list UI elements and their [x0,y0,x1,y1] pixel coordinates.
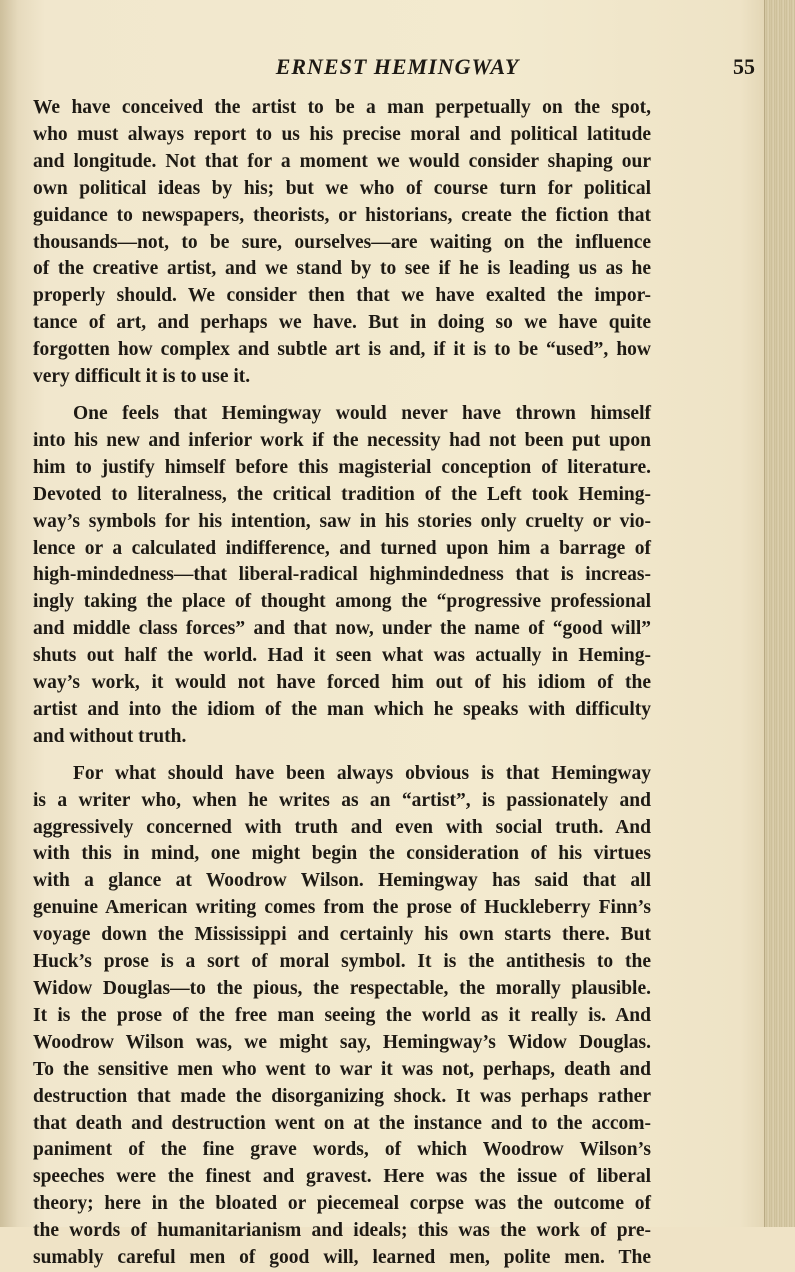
running-title: ERNEST HEMINGWAY [275,54,520,79]
text-line: artist and into the idiom of the man which he speaks with difficulty [33,698,651,720]
page-number: 55 [733,54,755,79]
text-line: him to justify himself before this magisterial conception of literature. [33,456,651,478]
text-line: lence or a calculated indifference, and turned upon him a barrage of [33,537,651,559]
text-line: Devoted to literalness, the critical tradition of the Left took Heming- [33,483,651,505]
text-line: who must always report to us his precise moral and political latitude [33,123,651,145]
text-line: is a writer who, when he writes as an “artist”, is passionately and [33,789,651,811]
text-line: One feels that Hemingway would never have thrown himself [73,402,651,424]
text-line: high-mindedness—that liberal-radical highmindedness that is increas- [33,564,651,586]
text-line: with a glance at Woodrow Wilson. Hemingway has said that all [33,870,651,892]
paragraph-2 [33,401,651,751]
text-line: Huck’s prose is a sort of moral symbol. It is the antithesis to the [33,951,651,973]
text-line: aggressively concerned with truth and even with social truth. And [33,816,651,838]
text-line: and without truth. [33,725,187,747]
text-line: genuine American writing comes from the prose of Huckleberry Finn’s [33,897,651,919]
text-line: and middle class forces” and that now, under the name of “good will” [33,618,651,640]
text-line: the words of humanitarianism and ideals; this was the work of pre- [33,1220,651,1242]
paragraph-1 [33,95,651,391]
text-line: properly should. We consider then that we have exalted the impor- [33,285,651,307]
text-line: speeches were the finest and gravest. Here was the issue of liberal [33,1166,651,1188]
text-line: destruction that made the disorganizing shock. It was perhaps rather [33,1085,651,1107]
text-line: For what should have been always obvious is that Hemingway [73,762,651,784]
text-line: Widow Douglas—to the pious, the respectable, the morally plausible. [33,978,651,999]
text-line: Woodrow Wilson was, we might say, Hemingway’s Widow Douglas. [33,1031,651,1053]
text-line: guidance to newspapers, theorists, or historians, create the fiction that [33,204,651,226]
text-line: It is the prose of the free man seeing the world as it really is. And [33,1004,651,1026]
text-line: very difficult it is to use it. [33,366,251,388]
text-line: sumably careful men of good will, learned men, polite men. The [33,1247,651,1269]
text-line: way’s symbols for his intention, saw in his stories only cruelty or vio- [33,510,651,532]
text-line: shuts out half the world. Had it seen what was actually in Heming- [33,645,651,667]
text-line: theory; here in the bloated or piecemeal corpse was the outcome of [33,1193,651,1215]
text-line: with this in mind, one might begin the consideration of his virtues [33,843,651,865]
text-line: tance of art, and perhaps we have. But in doing so we have quite [33,312,651,334]
text-line: of the creative artist, and we stand by to see if he is leading us as he [33,258,651,280]
text-line: voyage down the Mississippi and certainly his own starts there. But [33,924,651,946]
text-line: way’s work, it would not have forced him out of his idiom of the [33,672,651,694]
paragraph-3 [33,761,651,1272]
text-line: We have conceived the artist to be a man perpetually on the spot, [33,97,651,118]
text-line: own political ideas by his; but we who of course turn for political [33,177,651,199]
text-line: To the sensitive men who went to war it was not, perhaps, death and [33,1058,651,1080]
page-edge-stack [764,0,795,1227]
text-line: forgotten how complex and subtle art is and, if it is to be “used”, how [33,339,651,361]
text-line: that death and destruction went on at the instance and to the accom- [33,1112,651,1134]
text-line: paniment of the fine grave words, of which Woodrow Wilson’s [33,1139,651,1161]
text-line: ingly taking the place of thought among the “progressive professional [33,591,651,613]
text-line: and longitude. Not that for a moment we would consider shaping our [33,150,651,172]
text-line: thousands—not, to be sure, ourselves—are waiting on the influence [33,231,651,253]
body-text [33,95,651,1272]
running-head [40,54,755,84]
text-line: into his new and inferior work if the necessity had not been put upon [33,429,651,451]
